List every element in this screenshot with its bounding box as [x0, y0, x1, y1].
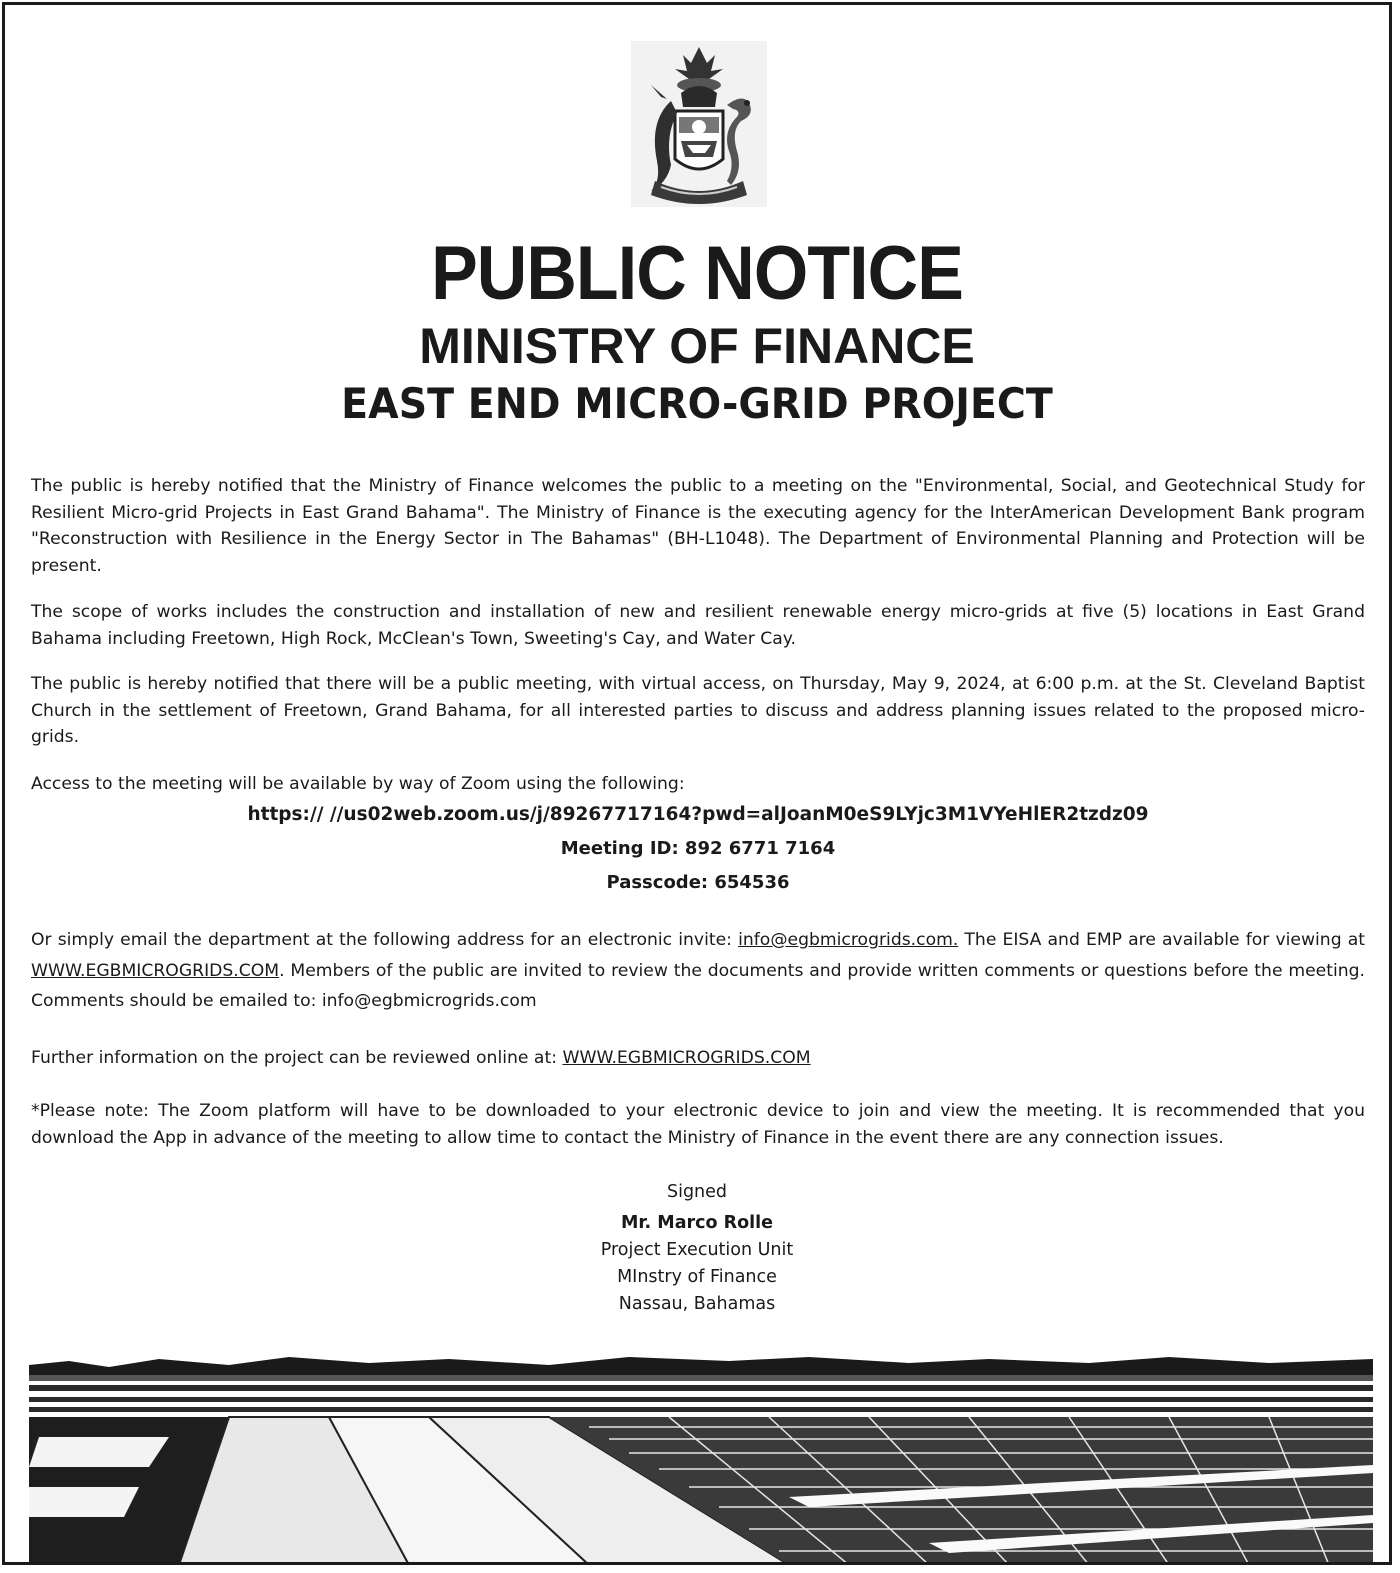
signatory-unit: Project Execution Unit: [600, 1240, 794, 1260]
further-info-paragraph: [31, 1045, 1365, 1072]
scope-paragraph: The scope of works includes the construction and installation of new and resilient renewable energy micro-grids at five (5) locations in East Grand Bahama including Freetown, High Rock, McClean's Town, Sweeting's Cay, and Water Cay.: [31, 602, 1365, 649]
signatory-ministry: MInstry of Finance: [617, 1267, 777, 1287]
passcode: Passcode: 654536: [606, 872, 790, 893]
signatory-name: Mr. Marco Rolle: [621, 1213, 773, 1233]
bahamas-coat-of-arms-icon: [631, 41, 767, 207]
signatory-city: Nassau, Bahamas: [618, 1294, 776, 1314]
intro-paragraph: The public is hereby notified that the Ministry of Finance welcomes the public to a meeting on the "Environmental, Social, and Geotechnical Study for Resilient Micro-grid Projects in East Grand Bahama". The Ministry of Finance is the executing agency for the InterAmerican Development Bank program "Reconstruction with Resilience in the Energy Sector in The Bahamas" (BH-L1048). The Department of Environmental Planning and Protection will be present.: [31, 476, 1365, 576]
email-paragraph-middle: The EISA and EMP are available for viewing at: [958, 930, 1365, 950]
email-paragraph: [31, 925, 1365, 1017]
signature-block: [5, 1179, 1389, 1318]
solar-panel-field-icon: [29, 1337, 1373, 1565]
meeting-id: Meeting ID: 892 6771 7164: [560, 838, 836, 859]
email-paragraph-prefix: Or simply email the department at the following address for an electronic invite:: [31, 930, 739, 950]
please-note-paragraph: *Please note: The Zoom platform will have to be downloaded to your electronic device to join and view the meeting. It is recommended that you download the App in advance of the meeting to allow time to contact the Ministry of Finance in the event there are any connection issues.: [31, 1101, 1365, 1148]
website-link[interactable]: WWW.EGBMICROGRIDS.COM: [31, 960, 280, 981]
email-paragraph-suffix: . Members of the public are invited to review the documents and provide written comments or questions before the meeting. Comments should be emailed to: info@egbmicrogrids.com: [31, 960, 1365, 1011]
ministry-heading: MINISTRY OF FINANCE: [419, 318, 975, 374]
further-website-link[interactable]: WWW.EGBMICROGRIDS.COM: [562, 1048, 811, 1068]
notice-frame: [2, 2, 1392, 1565]
email-link[interactable]: info@egbmicrogrids.com.: [738, 930, 959, 950]
project-heading: EAST END MICRO-GRID PROJECT: [341, 379, 1053, 428]
meeting-paragraph: The public is hereby notified that there will be a public meeting, with virtual access, on Thursday, May 9, 2024, at 6:00 p.m. at the St. Cleveland Baptist Church in the settlement of Freetown, Grand Bahama, for all interested parties to discuss and address planning issues related to the proposed micro-grids.: [31, 674, 1365, 747]
zoom-url[interactable]: https:// //us02web.zoom.us/j/89267717164?pwd=alJoanM0eS9LYjc3M1VYeHlER2tzdz09: [247, 804, 1149, 825]
access-paragraph: Access to the meeting will be available by way of Zoom using the following:: [31, 774, 685, 794]
signed-label: Signed: [666, 1182, 728, 1202]
page-title: PUBLIC NOTICE: [431, 231, 963, 316]
further-info-prefix: Further information on the project can be reviewed online at:: [31, 1048, 563, 1068]
